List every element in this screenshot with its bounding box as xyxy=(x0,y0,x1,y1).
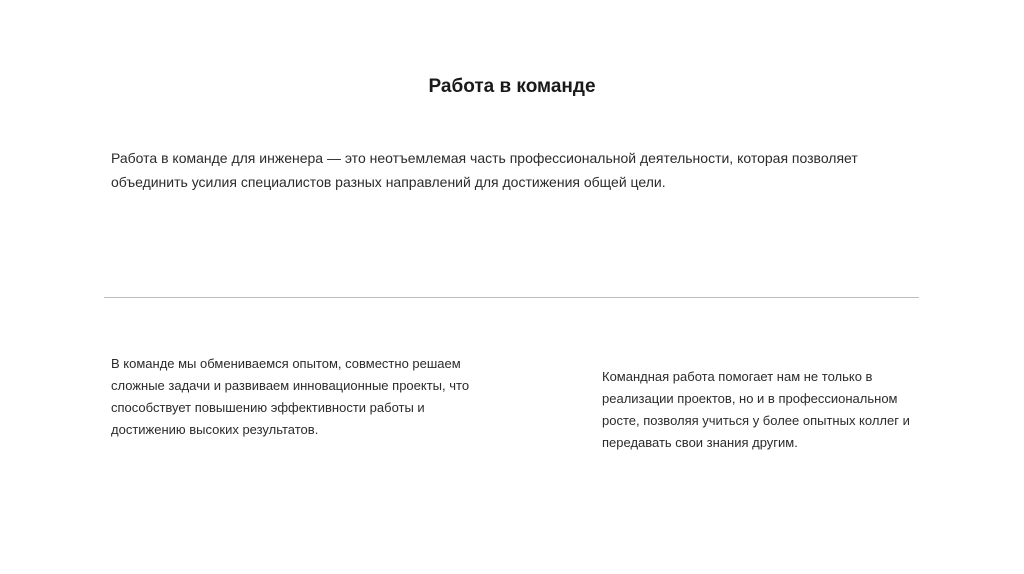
right-column-text: Командная работа помогает нам не только в реализации проектов, но и в профессиональном росте, позволяя учиться у более опытных коллег и передавать свои знания другим. xyxy=(602,369,910,450)
left-column-text: В команде мы обмениваемся опытом, совместно решаем сложные задачи и развиваем инновационные проекты, что способствует повышению эффективности работы и достижению высоких результатов. xyxy=(111,356,470,437)
slide-title: Работа в команде xyxy=(428,76,596,97)
intro-paragraph: Работа в команде для инженера — это неотъемлемая часть профессиональной деятельности, которая позволяет объединить усилия специалистов разных направлений для достижения общей цели. xyxy=(111,150,858,190)
section-divider xyxy=(104,297,919,298)
